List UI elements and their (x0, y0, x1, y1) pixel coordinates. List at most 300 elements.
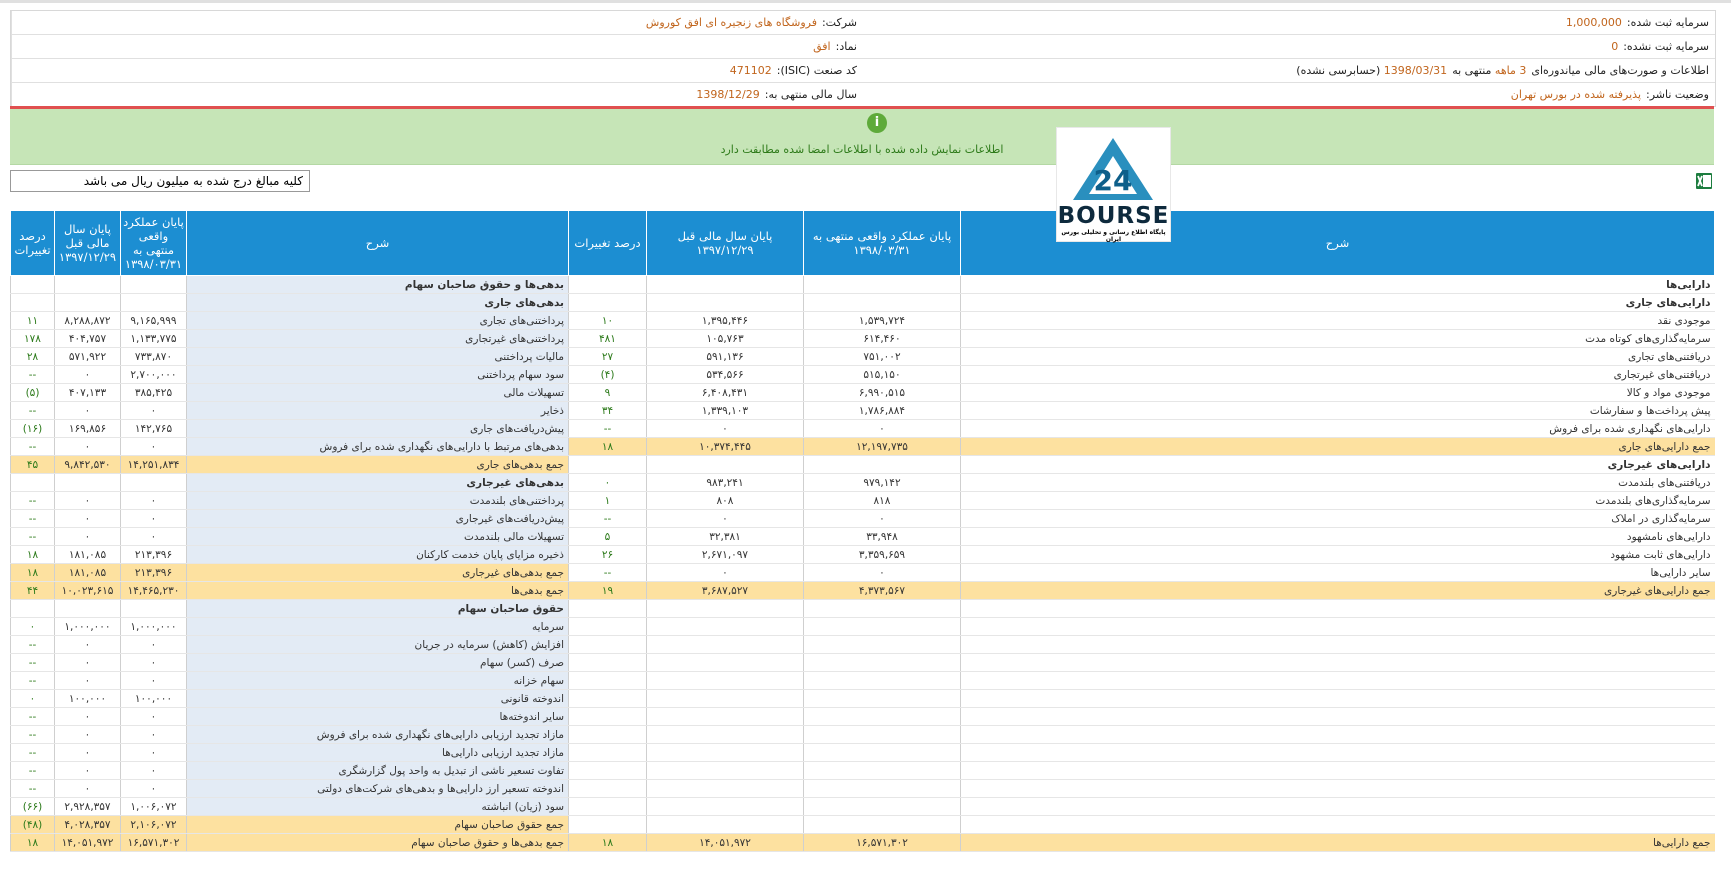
asset-previous-value: ۰ (647, 564, 804, 582)
liability-description: اندوخته تسعیر ارز دارایی‌ها و بدهی‌های شرکت‌های دولتی (187, 780, 569, 798)
asset-change-percent: ۱۸ (569, 834, 647, 852)
table-row (11, 600, 1715, 618)
table-row (11, 834, 1715, 852)
header-row-2 (11, 35, 1715, 59)
asset-previous-value (647, 726, 804, 744)
liability-current-value: ۱۰۰,۰۰۰ (121, 690, 187, 708)
asset-description: دریافتنی‌های بلندمدت (961, 474, 1715, 492)
asset-change-percent (569, 294, 647, 312)
liability-change-percent: ۰ (11, 690, 55, 708)
table-row (11, 816, 1715, 834)
asset-change-percent (569, 780, 647, 798)
publisher-status-cell (863, 83, 1715, 106)
report-title-cell (863, 59, 1715, 82)
fiscal-year-label: سال مالی منتهی به: (764, 88, 857, 101)
table-row (11, 330, 1715, 348)
liability-current-value (121, 294, 187, 312)
liability-description: سود سهام پرداختنی (187, 366, 569, 384)
unregistered-capital-label: سرمایه ثبت نشده: (1623, 40, 1709, 53)
asset-description: دارایی‌های جاری (961, 294, 1715, 312)
asset-description: جمع دارایی‌های غیرجاری (961, 582, 1715, 600)
asset-previous-value (647, 708, 804, 726)
asset-description: دارایی‌های ثابت مشهود (961, 546, 1715, 564)
liability-previous-value: ۵۷۱,۹۲۲ (55, 348, 121, 366)
company-name: فروشگاه های زنجیره ای افق کوروش (645, 16, 817, 29)
table-row (11, 384, 1715, 402)
asset-previous-value: ۹۸۳,۲۴۱ (647, 474, 804, 492)
asset-description: سرمایه‌گذاری‌های بلندمدت (961, 492, 1715, 510)
asset-change-percent (569, 654, 647, 672)
registered-capital-value: 1,000,000 (1565, 16, 1622, 29)
liability-change-percent: -- (11, 510, 55, 528)
header-row-4 (11, 83, 1715, 106)
liability-change-percent: ۱۸ (11, 546, 55, 564)
top-border (0, 0, 1731, 3)
asset-description: دریافتنی‌های تجاری (961, 348, 1715, 366)
asset-current-value: ۶۱۴,۴۶۰ (804, 330, 961, 348)
table-row (11, 690, 1715, 708)
asset-previous-value (647, 744, 804, 762)
asset-description (961, 672, 1715, 690)
asset-description (961, 708, 1715, 726)
table-row (11, 582, 1715, 600)
liability-description: سرمایه (187, 618, 569, 636)
asset-previous-value: ۱۰۵,۷۶۳ (647, 330, 804, 348)
liability-change-percent: -- (11, 402, 55, 420)
liability-previous-value: ۰ (55, 708, 121, 726)
asset-change-percent (569, 672, 647, 690)
asset-description (961, 726, 1715, 744)
asset-description: دارایی‌های نگهداری شده برای فروش (961, 420, 1715, 438)
liability-current-value: ۰ (121, 528, 187, 546)
symbol-cell (11, 35, 863, 58)
table-row (11, 636, 1715, 654)
asset-current-value: ۱,۵۳۹,۷۲۴ (804, 312, 961, 330)
bourse-logo (1056, 127, 1171, 242)
company-label: شرکت: (821, 16, 857, 29)
asset-previous-value (647, 294, 804, 312)
asset-current-value (804, 672, 961, 690)
table-row (11, 528, 1715, 546)
info-icon: i (867, 113, 887, 133)
asset-description (961, 654, 1715, 672)
asset-change-percent (569, 726, 647, 744)
company-cell (11, 11, 863, 34)
liability-change-percent: -- (11, 366, 55, 384)
table-row (11, 420, 1715, 438)
asset-current-value (804, 816, 961, 834)
liability-description: پرداختنی‌های بلندمدت (187, 492, 569, 510)
liability-previous-value: ۰ (55, 492, 121, 510)
col-liabilities-current: پایان عملکرد واقعی منتهی به ۱۳۹۸/۰۳/۳۱ (121, 211, 187, 276)
liability-description: افزایش (کاهش) سرمایه در جریان (187, 636, 569, 654)
asset-change-percent (569, 798, 647, 816)
svg-text:24: 24 (1093, 164, 1133, 197)
table-row (11, 276, 1715, 294)
asset-current-value (804, 456, 961, 474)
asset-change-percent: ۹ (569, 384, 647, 402)
liability-current-value: ۱۶,۵۷۱,۳۰۲ (121, 834, 187, 852)
table-row (11, 474, 1715, 492)
table-row (11, 438, 1715, 456)
liability-description: بدهی‌های مرتبط با دارایی‌های نگهداری شده برای فروش (187, 438, 569, 456)
liability-current-value: ۰ (121, 510, 187, 528)
fiscal-year-cell (11, 83, 863, 106)
asset-change-percent: ۱۰ (569, 312, 647, 330)
asset-change-percent: ۵ (569, 528, 647, 546)
col-assets-description: شرح (961, 211, 1715, 276)
publisher-status-label: وضعیت ناشر: (1646, 88, 1709, 101)
liability-description: پرداختنی‌های تجاری (187, 312, 569, 330)
asset-description (961, 744, 1715, 762)
asset-change-percent: ۰ (569, 474, 647, 492)
excel-export-icon[interactable] (1695, 172, 1713, 190)
asset-change-percent: ۳۴ (569, 402, 647, 420)
liability-current-value: ۰ (121, 762, 187, 780)
asset-description (961, 780, 1715, 798)
unit-note-box: کلیه مبالغ درج شده به میلیون ریال می باشد (10, 170, 310, 192)
asset-previous-value (647, 816, 804, 834)
table-row (11, 348, 1715, 366)
liability-description: سود (زیان) انباشته (187, 798, 569, 816)
report-period: 3 ماهه (1494, 64, 1527, 77)
liability-description: جمع بدهی‌ها و حقوق صاحبان سهام (187, 834, 569, 852)
liability-change-percent: -- (11, 438, 55, 456)
asset-change-percent: (۴) (569, 366, 647, 384)
asset-previous-value (647, 456, 804, 474)
asset-current-value: ۷۵۱,۰۰۲ (804, 348, 961, 366)
asset-description: موجودی مواد و کالا (961, 384, 1715, 402)
header-row-3 (11, 59, 1715, 83)
table-row (11, 798, 1715, 816)
liability-change-percent: (۵) (11, 384, 55, 402)
liability-change-percent: (۶۶) (11, 798, 55, 816)
liability-current-value: ۱,۰۰۰,۰۰۰ (121, 618, 187, 636)
isic-value: 471102 (729, 64, 772, 77)
liability-previous-value: ۰ (55, 438, 121, 456)
asset-change-percent (569, 762, 647, 780)
table-row (11, 780, 1715, 798)
asset-change-percent (569, 690, 647, 708)
liability-current-value: ۱,۰۰۶,۰۷۲ (121, 798, 187, 816)
liability-change-percent: -- (11, 744, 55, 762)
liability-change-percent: ۴۵ (11, 456, 55, 474)
liability-description: سایر اندوخته‌ها (187, 708, 569, 726)
liability-description: مازاد تجدید ارزیابی دارایی‌ها (187, 744, 569, 762)
liability-change-percent: -- (11, 762, 55, 780)
asset-current-value (804, 726, 961, 744)
liability-description: جمع بدهی‌های غیرجاری (187, 564, 569, 582)
asset-current-value (804, 654, 961, 672)
table-row (11, 726, 1715, 744)
col-assets-previous: پایان سال مالی قبل ۱۳۹۷/۱۲/۲۹ (647, 211, 804, 276)
liability-description: مالیات پرداختنی (187, 348, 569, 366)
liability-previous-value: ۴۰۷,۱۳۳ (55, 384, 121, 402)
liability-previous-value (55, 276, 121, 294)
asset-current-value: ۱,۷۸۶,۸۸۴ (804, 402, 961, 420)
liability-description: بدهی‌های جاری (187, 294, 569, 312)
table-row (11, 708, 1715, 726)
report-title-prefix: اطلاعات و صورت‌های مالی میاندوره‌ای (1531, 64, 1709, 77)
isic-cell (11, 59, 863, 82)
asset-description (961, 600, 1715, 618)
asset-description: جمع دارایی‌های جاری (961, 438, 1715, 456)
liability-previous-value: ۰ (55, 744, 121, 762)
liability-previous-value: ۲,۹۲۸,۳۵۷ (55, 798, 121, 816)
liability-current-value (121, 276, 187, 294)
liability-change-percent: ۱۷۸ (11, 330, 55, 348)
asset-previous-value (647, 618, 804, 636)
liability-description: تفاوت تسعیر ناشی از تبدیل به واحد پول گزارشگری (187, 762, 569, 780)
liability-previous-value: ۹,۸۴۲,۵۳۰ (55, 456, 121, 474)
liability-change-percent (11, 600, 55, 618)
liability-description: صرف (کسر) سهام (187, 654, 569, 672)
liability-current-value: ۰ (121, 402, 187, 420)
asset-current-value: ۴,۳۷۳,۵۶۷ (804, 582, 961, 600)
liability-change-percent (11, 276, 55, 294)
asset-description: دارایی‌ها (961, 276, 1715, 294)
asset-current-value: ۱۲,۱۹۷,۷۳۵ (804, 438, 961, 456)
liability-description: حقوق صاحبان سهام (187, 600, 569, 618)
liability-previous-value: ۴,۰۲۸,۳۵۷ (55, 816, 121, 834)
liability-previous-value: ۰ (55, 654, 121, 672)
liability-description: جمع بدهی‌های جاری (187, 456, 569, 474)
balance-sheet-table (10, 210, 1715, 852)
asset-description: جمع دارایی‌ها (961, 834, 1715, 852)
liability-previous-value: ۸,۲۸۸,۸۷۲ (55, 312, 121, 330)
asset-change-percent: ۱۸ (569, 438, 647, 456)
liability-previous-value (55, 294, 121, 312)
asset-current-value: ۵۱۵,۱۵۰ (804, 366, 961, 384)
liability-previous-value: ۰ (55, 528, 121, 546)
asset-change-percent (569, 600, 647, 618)
liability-previous-value: ۰ (55, 510, 121, 528)
table-row (11, 402, 1715, 420)
liability-previous-value: ۰ (55, 366, 121, 384)
liability-previous-value (55, 474, 121, 492)
asset-current-value: ۳,۳۵۹,۶۵۹ (804, 546, 961, 564)
liability-change-percent: (۴۸) (11, 816, 55, 834)
liability-change-percent (11, 294, 55, 312)
bourse-logo-mark-icon (1057, 128, 1170, 208)
asset-previous-value (647, 798, 804, 816)
asset-current-value: ۶,۹۹۰,۵۱۵ (804, 384, 961, 402)
asset-previous-value (647, 672, 804, 690)
liability-description: سهام خزانه (187, 672, 569, 690)
report-title-mid: منتهی به (1452, 64, 1492, 77)
asset-previous-value (647, 654, 804, 672)
asset-description: موجودی نقد (961, 312, 1715, 330)
liability-current-value: ۲۱۳,۳۹۶ (121, 564, 187, 582)
table-row (11, 312, 1715, 330)
table-row (11, 510, 1715, 528)
symbol-label: نماد: (835, 40, 857, 53)
liability-change-percent: ۱۸ (11, 564, 55, 582)
isic-label: کد صنعت (ISIC): (776, 64, 857, 77)
asset-change-percent: -- (569, 510, 647, 528)
liability-current-value: ۰ (121, 726, 187, 744)
logo-tagline: پایگاه اطلاع رسانی و تحلیلی بورس ایران (1061, 229, 1166, 243)
liability-description: جمع حقوق صاحبان سهام (187, 816, 569, 834)
liability-current-value: ۰ (121, 654, 187, 672)
unregistered-capital-cell (863, 35, 1715, 58)
liability-description: پیش‌دریافت‌های غیرجاری (187, 510, 569, 528)
liability-description: جمع بدهی‌ها (187, 582, 569, 600)
asset-change-percent: ۲۷ (569, 348, 647, 366)
col-assets-current: پایان عملکرد واقعی منتهی به ۱۳۹۸/۰۳/۳۱ (804, 211, 961, 276)
liability-current-value: ۰ (121, 780, 187, 798)
asset-previous-value: ۲,۶۷۱,۰۹۷ (647, 546, 804, 564)
asset-previous-value: ۶,۴۰۸,۴۳۱ (647, 384, 804, 402)
liability-current-value: ۱۴,۲۵۱,۸۳۴ (121, 456, 187, 474)
table-row (11, 564, 1715, 582)
asset-change-percent (569, 636, 647, 654)
liability-current-value (121, 600, 187, 618)
table-row (11, 672, 1715, 690)
asset-current-value (804, 690, 961, 708)
col-liabilities-previous: پایان سال مالی قبل ۱۳۹۷/۱۲/۲۹ (55, 211, 121, 276)
asset-current-value (804, 600, 961, 618)
asset-current-value: ۳۳,۹۴۸ (804, 528, 961, 546)
col-liabilities-change: درصد تغییرات (11, 211, 55, 276)
asset-change-percent: -- (569, 564, 647, 582)
asset-description: دارایی‌های غیرجاری (961, 456, 1715, 474)
asset-description: سرمایه‌گذاری در املاک (961, 510, 1715, 528)
liability-current-value: ۰ (121, 492, 187, 510)
liability-current-value: ۹,۱۶۵,۹۹۹ (121, 312, 187, 330)
asset-description (961, 798, 1715, 816)
asset-description (961, 690, 1715, 708)
table-row (11, 762, 1715, 780)
asset-description (961, 816, 1715, 834)
liability-description: ذخیره مزایای پایان خدمت کارکنان (187, 546, 569, 564)
asset-current-value (804, 798, 961, 816)
table-row (11, 654, 1715, 672)
asset-current-value (804, 708, 961, 726)
asset-description (961, 618, 1715, 636)
table-row (11, 456, 1715, 474)
liability-current-value: ۲۱۳,۳۹۶ (121, 546, 187, 564)
liability-change-percent: -- (11, 636, 55, 654)
liability-description: اندوخته قانونی (187, 690, 569, 708)
liability-previous-value: ۱,۰۰۰,۰۰۰ (55, 618, 121, 636)
table-header-row (11, 211, 1715, 276)
liability-previous-value: ۰ (55, 636, 121, 654)
liability-current-value: ۲,۷۰۰,۰۰۰ (121, 366, 187, 384)
asset-change-percent: ۴۸۱ (569, 330, 647, 348)
asset-change-percent: ۲۶ (569, 546, 647, 564)
asset-change-percent: -- (569, 420, 647, 438)
asset-current-value (804, 744, 961, 762)
asset-previous-value (647, 276, 804, 294)
liability-previous-value: ۰ (55, 780, 121, 798)
liability-current-value (121, 474, 187, 492)
liability-previous-value: ۱۰,۰۲۳,۶۱۵ (55, 582, 121, 600)
liability-description: پرداختنی‌های غیرتجاری (187, 330, 569, 348)
liability-previous-value: ۱۸۱,۰۸۵ (55, 546, 121, 564)
table-row (11, 366, 1715, 384)
asset-previous-value: ۳۲,۳۸۱ (647, 528, 804, 546)
liability-change-percent: ۱۸ (11, 834, 55, 852)
asset-previous-value (647, 690, 804, 708)
asset-change-percent: ۱ (569, 492, 647, 510)
liability-previous-value: ۰ (55, 762, 121, 780)
liability-change-percent (11, 474, 55, 492)
liability-previous-value: ۱۴,۰۵۱,۹۷۲ (55, 834, 121, 852)
table-row (11, 546, 1715, 564)
asset-change-percent (569, 276, 647, 294)
liability-change-percent: -- (11, 528, 55, 546)
liability-description: پیش‌دریافت‌های جاری (187, 420, 569, 438)
verification-banner (10, 109, 1714, 165)
liability-description: بدهی‌های غیرجاری (187, 474, 569, 492)
liability-change-percent: -- (11, 654, 55, 672)
asset-current-value: ۰ (804, 510, 961, 528)
asset-current-value: ۸۱۸ (804, 492, 961, 510)
liability-description: ذخایر (187, 402, 569, 420)
liability-previous-value: ۰ (55, 402, 121, 420)
liability-change-percent: -- (11, 708, 55, 726)
asset-previous-value (647, 762, 804, 780)
table-row (11, 492, 1715, 510)
asset-current-value (804, 276, 961, 294)
asset-previous-value: ۸۰۸ (647, 492, 804, 510)
symbol-value: افق (813, 40, 831, 53)
liability-current-value: ۰ (121, 708, 187, 726)
liability-current-value: ۰ (121, 672, 187, 690)
liability-previous-value: ۴۰۴,۷۵۷ (55, 330, 121, 348)
asset-description (961, 762, 1715, 780)
asset-current-value (804, 780, 961, 798)
liability-current-value: ۰ (121, 744, 187, 762)
liability-previous-value: ۰ (55, 726, 121, 744)
liability-change-percent: (۱۶) (11, 420, 55, 438)
asset-previous-value: ۱۰,۳۷۴,۴۴۵ (647, 438, 804, 456)
liability-current-value: ۷۳۳,۸۷۰ (121, 348, 187, 366)
asset-change-percent (569, 708, 647, 726)
liability-current-value: ۱,۱۳۳,۷۷۵ (121, 330, 187, 348)
liability-change-percent: ۱۱ (11, 312, 55, 330)
asset-description: پیش پرداخت‌ها و سفارشات (961, 402, 1715, 420)
asset-current-value (804, 294, 961, 312)
company-info-header (10, 10, 1716, 107)
registered-capital-label: سرمایه ثبت شده: (1626, 16, 1709, 29)
liability-current-value: ۰ (121, 438, 187, 456)
asset-previous-value: ۱,۳۳۹,۱۰۳ (647, 402, 804, 420)
col-assets-change: درصد تغییرات (569, 211, 647, 276)
asset-description: سرمایه‌گذاری‌های کوتاه مدت (961, 330, 1715, 348)
col-liabilities-description: شرح (187, 211, 569, 276)
liability-current-value: ۰ (121, 636, 187, 654)
liability-previous-value (55, 600, 121, 618)
fiscal-year-value: 1398/12/29 (696, 88, 760, 101)
asset-current-value (804, 762, 961, 780)
liability-current-value: ۱۴۲,۷۶۵ (121, 420, 187, 438)
asset-current-value (804, 618, 961, 636)
liability-previous-value: ۱۸۱,۰۸۵ (55, 564, 121, 582)
asset-previous-value: ۰ (647, 420, 804, 438)
liability-change-percent: ۰ (11, 618, 55, 636)
liability-change-percent: -- (11, 726, 55, 744)
liability-change-percent: ۲۸ (11, 348, 55, 366)
liability-change-percent: -- (11, 492, 55, 510)
asset-change-percent (569, 618, 647, 636)
liability-previous-value: ۱۰۰,۰۰۰ (55, 690, 121, 708)
asset-current-value (804, 636, 961, 654)
asset-previous-value: ۳,۶۸۷,۵۲۷ (647, 582, 804, 600)
asset-previous-value: ۵۳۴,۵۶۶ (647, 366, 804, 384)
table-row (11, 294, 1715, 312)
